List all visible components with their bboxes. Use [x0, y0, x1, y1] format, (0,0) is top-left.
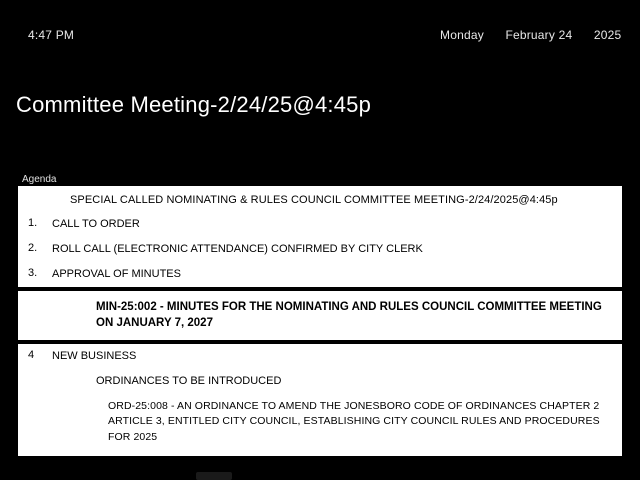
screen-bottom-mask — [18, 465, 622, 480]
agenda-item-number: 3. — [28, 266, 38, 279]
ordinance-entry: ORD-25:008 - AN ORDINANCE TO AMEND THE JONESBORO CODE OF ORDINANCES CHAPTER 2 ARTICLE 3, ENTITLED CITY COUNCIL, ESTABLISHING CITY COUNCIL RULES AND PROCEDURES FOR 2025 — [108, 399, 600, 444]
status-weekday: Monday — [440, 28, 484, 42]
agenda-section-label: Agenda — [22, 174, 57, 185]
agenda-item-3 — [18, 262, 622, 287]
agenda-item-4 — [18, 344, 622, 369]
agenda-item-text: APPROVAL OF MINUTES — [52, 267, 181, 280]
agenda-top-section — [18, 186, 622, 287]
agenda-item-number: 1. — [28, 217, 38, 229]
agenda-item-number: 4 — [28, 348, 35, 361]
taskbar-indicator — [196, 472, 232, 480]
agenda-header: SPECIAL CALLED NOMINATING & RULES COUNCIL COMMITTEE MEETING-2/24/2025@4:45p — [70, 194, 558, 206]
ordinances-heading: ORDINANCES TO BE INTRODUCED — [96, 374, 282, 387]
status-year: 2025 — [593, 28, 622, 42]
agenda-item-text: CALL TO ORDER — [52, 218, 140, 230]
status-date — [440, 28, 621, 42]
agenda-document[interactable] — [18, 186, 622, 456]
page-title: Committee Meeting-2/24/25@4:45p — [16, 92, 372, 117]
status-bar — [0, 28, 640, 54]
agenda-item-1 — [18, 212, 622, 237]
status-month-day: February 24 — [505, 28, 573, 42]
agenda-item-number: 2. — [28, 241, 38, 254]
status-clock: 4:47 PM — [28, 28, 75, 42]
agenda-new-business-section — [18, 344, 622, 456]
agenda-item-2 — [18, 237, 622, 262]
agenda-item-text: NEW BUSINESS — [52, 349, 137, 362]
agenda-item-text: ROLL CALL (ELECTRONIC ATTENDANCE) CONFIRMED BY CITY CLERK — [52, 242, 423, 255]
minutes-entry: MIN-25:002 - MINUTES FOR THE NOMINATING AND RULES COUNCIL COMMITTEE MEETING ON JANUARY 7, 2027 — [18, 291, 622, 340]
